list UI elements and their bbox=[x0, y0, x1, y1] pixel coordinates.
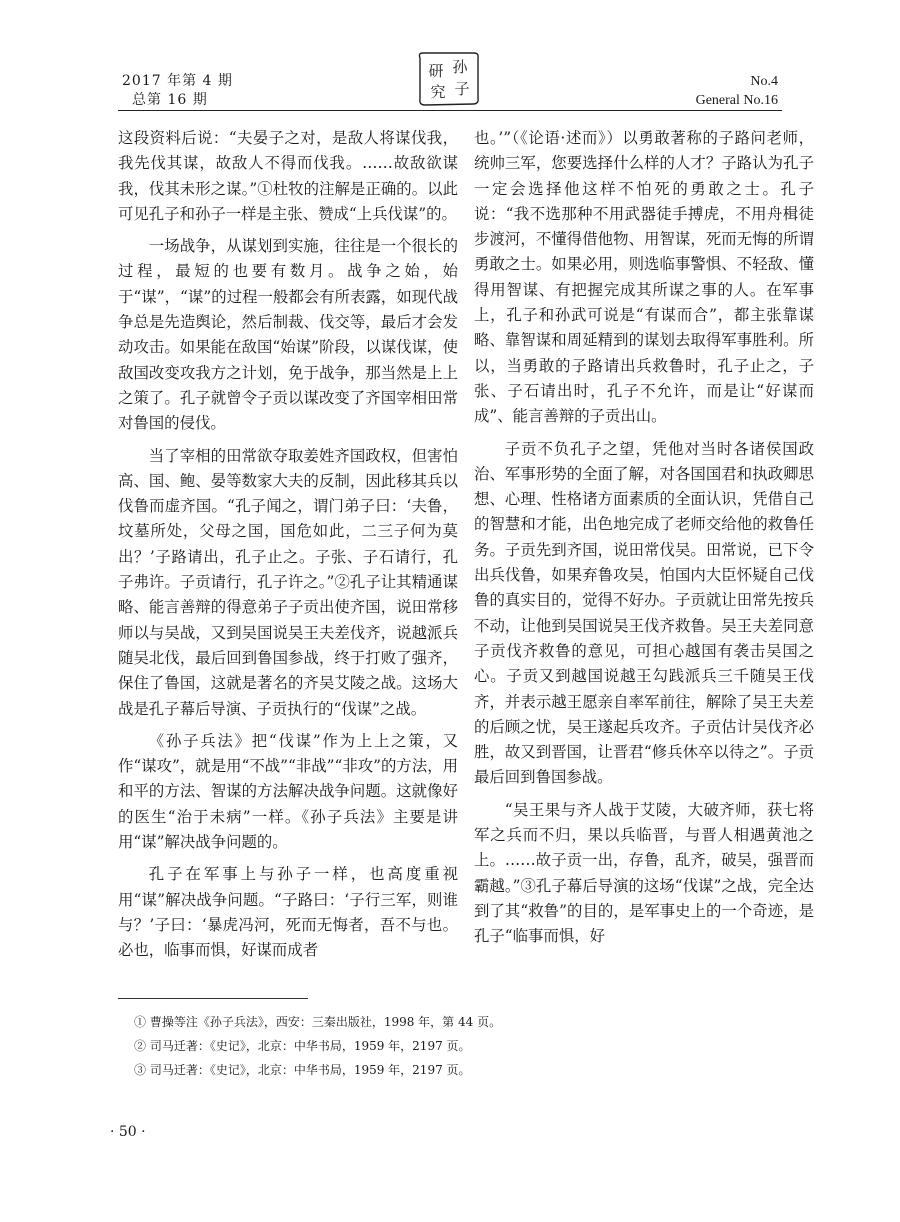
header-divider bbox=[118, 110, 782, 111]
svg-text:究: 究 bbox=[430, 83, 446, 101]
footnote: ① 曹操等注《孙子兵法》，西安：三秦出版社，1998 年，第 44 页。 bbox=[134, 1015, 502, 1029]
paragraph: 这段资料后说：“夫晏子之对，是敌人将谋伐我，我先伐其谋，故敌人不得而伐我。……故敌欲谋我，伐其未形之谋。”①杜牧的注解是正确的。以此可见孔子和孙子一样是主张、赞成“上兵伐谋”的。 bbox=[118, 129, 458, 223]
footnotes bbox=[134, 1010, 501, 1082]
footnote-divider bbox=[118, 998, 308, 999]
paragraph: 子贡不负孔子之望，凭他对当时各诸侯国政治、军事形势的全面了解，对各国国君和执政卿思想、心理、性格诸方面素质的全面认识，凭借自己的智慧和才能，出色地完成了老师交给他的救鲁任务。子贡先到齐国，说田常伐吴。田常说，已下令出兵伐鲁，如果弃鲁攻吴，怕国内大臣怀疑自己伐鲁的真实目的，觉得不好办。子贡就让田常先按兵不动，让他到吴国说吴王伐齐救鲁。吴王夫差同意子贡伐齐救鲁的意见，可担心越国有袭击吴国之心。子贡又到越国说越王勾践派兵三千随吴王伐齐，并表示越王愿亲自率军前往，解除了吴王夫差的后顾之忧，吴王遂起兵攻齐。子贡估计吴伐齐必胜，故又到晋国，让晋君“修兵休卒以待之”。子贡最后回到鲁国参战。 bbox=[474, 439, 814, 787]
journal-logo bbox=[416, 50, 482, 108]
general-number-en: General No.16 bbox=[695, 93, 778, 108]
footnote: ③ 司马迁著：《史记》，北京：中华书局，1959 年，2197 页。 bbox=[134, 1063, 471, 1077]
paragraph: 《孙子兵法》把“伐谋”作为上上之策，又作“谋攻”，就是用“不战”“非战”“非攻”的方法，用和平的方法、智谋的方法解决战争问题。这就像好的医生“治于未病”一样。《孙子兵法》主要是讲用“谋”解决战争问题的。 bbox=[118, 731, 458, 852]
svg-text:研: 研 bbox=[428, 62, 444, 80]
svg-text:孙: 孙 bbox=[452, 58, 468, 76]
right-column bbox=[474, 126, 814, 957]
page-number: · 50 · bbox=[110, 1124, 146, 1140]
paragraph: “吴王果与齐人战于艾陵，大破齐师，获七将军之兵而不归，果以兵临晋，与晋人相遇黄池之上。……故子贡一出，存鲁，乱齐，破吴，强晋而霸越。”③孔子幕后导演的这场“伐谋”之战，完全达到了其“救鲁”的目的，是军事史上的一个奇迹，是孔子“临事而惧，好 bbox=[474, 800, 814, 946]
paragraph: 一场战争，从谋划到实施，往往是一个很长的过程，最短的也要有数月。战争之始，始于“谋”，“谋”的过程一般都会有所表露，如现代战争总是先造舆论，然后制裁、伐交等，最后才会发动攻击。如果能在敌国“始谋”阶段，以谋伐谋，使敌国改变攻我方之计划，免于战争，那当然是上上之策了。孔子就曾令子贡以谋改变了齐国宰相田常对鲁国的侵伐。 bbox=[118, 237, 458, 433]
left-column bbox=[118, 126, 458, 971]
paragraph: 也。’”（《论语·述而》）以勇敢著称的子路问老师，统帅三军，您要选择什么样的人才？子路认为孔子一定会选择他这样不怕死的勇敢之士。孔子说：“我不选那种不用武器徒手搏虎，不用舟楫徒步渡河，不懂得借他物、用智谋，死而无悔的所谓勇敢之士。如果必用，则选临事警惧、不轻敌、懂得用智谋、有把握完成其所谋之事的人。在军事上，孔子和孙武可说是“有谋而合”，都主张靠谋略、靠智谋和周延精到的谋划去取得军事胜利。所以，当勇敢的子路请出兵救鲁时，孔子止之，子张、子石请出时，孔子不允许，而是让“好谋而成”、能言善辩的子贡出山。 bbox=[474, 129, 814, 426]
paragraph: 当了宰相的田常欲夺取姜姓齐国政权，但害怕高、国、鲍、晏等数家大夫的反制，因此移其兵以伐鲁而虚齐国。“孔子闻之，谓门弟子曰：‘夫鲁，坟墓所处，父母之国，国危如此，二三子何为莫出？’子路请出，孔子止之。子张、子石请行，孔子弗许。子贡请行，孔子许之。”②孔子让其精通谋略、能言善辩的得意弟子子贡出使齐国，说田常移师以与吴战，又到吴国说吴王夫差伐齐，说越派兵随吴北伐，最后回到鲁国参战，终于打败了强齐，保住了鲁国，这就是著名的齐吴艾陵之战。这场大战是孔子幕后导演、子贡执行的“伐谋”之战。 bbox=[118, 446, 458, 718]
issue-number-en: No.4 bbox=[750, 74, 778, 89]
paragraph: 孔子在军事上与孙子一样，也高度重视用“谋”解决战争问题。“子路曰：‘子行三军，则谁与？’子曰：‘暴虎冯河，死而无悔者，吾不与也。必也，临事而惧，好谋而成者 bbox=[118, 865, 458, 960]
journal-issue bbox=[122, 72, 233, 110]
total-issue-number: 总第 16 期 bbox=[132, 92, 208, 108]
issue-number: 2017 年第 4 期 bbox=[122, 73, 233, 89]
svg-text:子: 子 bbox=[454, 80, 470, 98]
footnote: ② 司马迁著：《史记》，北京：中华书局，1959 年，2197 页。 bbox=[134, 1039, 471, 1053]
journal-issue-english bbox=[696, 72, 778, 110]
